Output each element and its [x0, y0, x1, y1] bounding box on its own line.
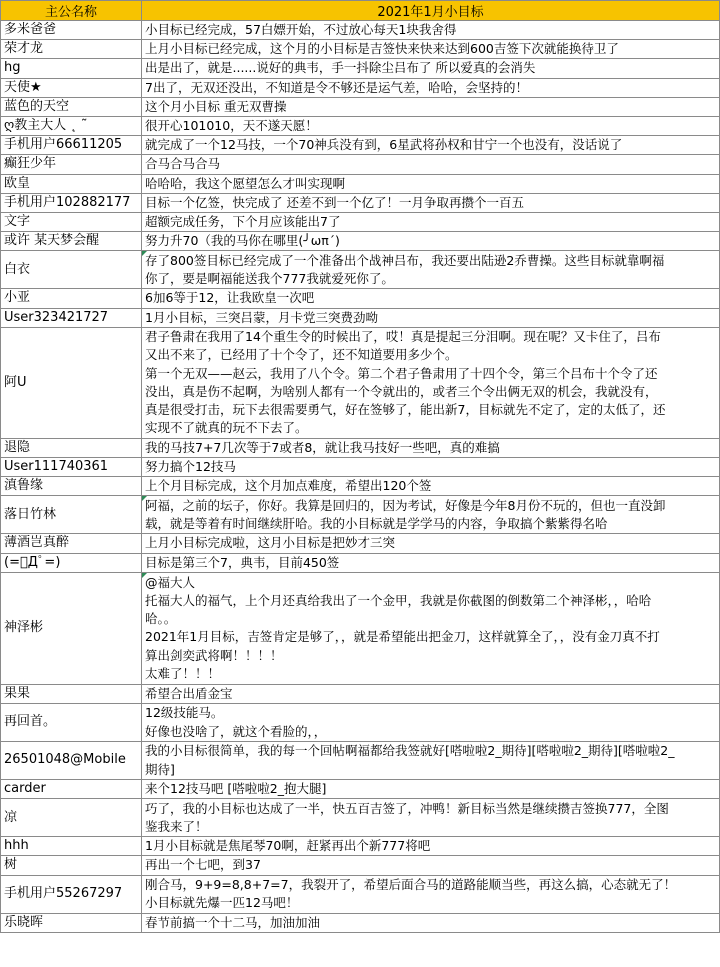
username-cell: (=ﾟДﾟ=)	[1, 553, 142, 572]
goal-text-line: 希望合出盾金宝	[145, 685, 233, 701]
goal-text-line: 很开心101010，天不遂天愿！	[145, 118, 318, 134]
goal-text-line: 哈哈哈，我这个愿望怎么才叫实现啊	[145, 175, 346, 191]
goal-cell	[142, 308, 720, 327]
goal-cell	[142, 97, 720, 116]
goal-text-line: 存了800签目标已经完成了一个准备出个战神吕布，我还要出陆逊2乔曹操。这些目标就靠啊福	[145, 252, 665, 268]
goal-cell	[142, 572, 720, 684]
goal-cell	[142, 59, 720, 78]
table-row	[1, 684, 720, 703]
goal-text-line: 上月小目标已经完成，这个月的小目标是吉签快来快来达到600吉签下次就能换待卫了	[145, 41, 619, 57]
table-row	[1, 289, 720, 308]
goal-cell	[142, 40, 720, 59]
table-row	[1, 856, 720, 875]
goal-text-line: 没出，真是伤不起啊，为啥别人都有一个令就出的，或者三个令出俩无双的机会，我就没有，	[145, 383, 658, 399]
table-row	[1, 59, 720, 78]
goal-text-line: 目标是第三个7，典韦，目前450签	[145, 554, 340, 570]
username-cell: 手机用户55267297	[1, 875, 142, 913]
goal-text-line: 7出了，无双还没出，不知道是令不够还是运气差，哈哈，会坚持的！	[145, 79, 528, 95]
goal-text-line: 我的小目标很简单，我的每一个回帖啊福都给我签就好[嗒啦啦2_期待][嗒啦啦2_期待][嗒啦啦2_	[145, 743, 675, 759]
goal-text-line: 超额完成任务，下个月应该能出7了	[145, 214, 341, 230]
goal-text-line: @福大人	[145, 574, 196, 590]
goal-text-line: 上月小目标完成啦，这月小目标是把妙才三突	[145, 535, 396, 551]
goal-cell	[142, 553, 720, 572]
table-row	[1, 97, 720, 116]
goal-cell	[142, 496, 720, 534]
goal-cell	[142, 438, 720, 457]
table-row	[1, 193, 720, 212]
table-row	[1, 780, 720, 799]
goal-text-line: 实现不了就真的玩不下去了。	[145, 420, 308, 436]
goal-cell	[142, 913, 720, 932]
goal-text-line: 合马合马合马	[145, 156, 221, 172]
goal-text-line: 载，就是等着有时间继续肝哈。我的小目标就是学学马的内容，争取搞个紫紫得名哈	[145, 515, 608, 531]
goal-text-line: 又出不来了，已经用了十个令了，还不知道要用多少个。	[145, 347, 458, 363]
goal-cell	[142, 117, 720, 136]
username-cell: User111740361	[1, 458, 142, 477]
username-cell: ღ教主大人 ˛ ˜	[1, 117, 142, 136]
goal-text-line: 算出剑奕武将啊！！！！	[145, 647, 283, 663]
goal-text-line: 真是很受打击，玩下去很需要勇气，好在签够了，能出新7，目标就先不定了，定的太低了，还	[145, 402, 666, 418]
table-row	[1, 742, 720, 780]
goal-cell	[142, 174, 720, 193]
goal-cell	[142, 232, 720, 251]
goal-text-line: 小目标就先爆一匹12马吧！	[145, 895, 299, 911]
username-cell: 滇鲁缘	[1, 477, 142, 496]
goal-cell	[142, 327, 720, 438]
username-cell: hg	[1, 59, 142, 78]
table-row	[1, 438, 720, 457]
goal-text-line: 6加6等于12，让我欧皇一次吧	[145, 290, 315, 306]
username-cell: 退隐	[1, 438, 142, 457]
goal-cell	[142, 780, 720, 799]
username-cell: 多米爸爸	[1, 21, 142, 40]
goal-text-line: 刚合马，9+9=8,8+7=7，我裂开了，希望后面合马的道路能顺当些，再这么搞，心态就无了！	[145, 876, 677, 892]
username-cell: 薄酒岂真醉	[1, 534, 142, 553]
table-row	[1, 704, 720, 742]
goal-cell	[142, 193, 720, 212]
table-row	[1, 553, 720, 572]
username-cell: carder	[1, 780, 142, 799]
goal-text-line: 1月小目标就是焦尾琴70啊，赶紧再出个新777将吧	[145, 838, 431, 854]
goal-text-line: 就完成了一个12马技，一个70神兵没有到，6星武将孙权和甘宁一个也没有，没话说了	[145, 137, 623, 153]
table-row	[1, 78, 720, 97]
goal-text-line: 托福大人的福气，上个月还真给我出了一个金甲，我就是你截图的倒数第二个神泽彬，，哈哈	[145, 592, 652, 608]
goal-text-line: 努力升70（我的马你在哪里(╯ωπ´)	[145, 233, 340, 249]
goal-text-line: 我的马技7+7几次等于7或者8，就让我马技好一些吧，真的难搞	[145, 439, 500, 455]
goal-text-line: 鉴我来了！	[145, 818, 208, 834]
goal-cell	[142, 742, 720, 780]
table-row	[1, 327, 720, 438]
username-cell: 树	[1, 856, 142, 875]
username-cell: 乐晓晖	[1, 913, 142, 932]
goal-cell	[142, 458, 720, 477]
goal-text-line: 来个12技马吧 [嗒啦啦2_抱大腿]	[145, 781, 327, 797]
goal-text-line: 再出一个七吧，到37	[145, 857, 261, 873]
goal-cell	[142, 875, 720, 913]
goal-text-line: 努力搞个12技马	[145, 459, 236, 475]
goal-cell	[142, 856, 720, 875]
table-row	[1, 799, 720, 837]
table-row	[1, 117, 720, 136]
goal-cell	[142, 837, 720, 856]
goal-text-line: 这个月小目标 重无双曹操	[145, 98, 287, 114]
goal-cell	[142, 21, 720, 40]
goal-cell	[142, 799, 720, 837]
username-cell: 荣才龙	[1, 40, 142, 59]
table-row	[1, 308, 720, 327]
goal-text-line: 上个月目标完成，这个月加点难度，希望出120个签	[145, 478, 432, 494]
goal-cell	[142, 534, 720, 553]
table-row	[1, 534, 720, 553]
table-row	[1, 40, 720, 59]
table-row	[1, 136, 720, 155]
table-row	[1, 174, 720, 193]
table-row	[1, 458, 720, 477]
table-row	[1, 837, 720, 856]
header-goal: 2021年1月小目标	[142, 1, 720, 21]
table-row	[1, 477, 720, 496]
goal-text-line: 目标一个亿签，快完成了 还差不到一个亿了！一月争取再攒个一百五	[145, 194, 524, 210]
goal-cell	[142, 684, 720, 703]
username-cell: 文字	[1, 213, 142, 232]
table-row	[1, 21, 720, 40]
username-cell: 再回首。	[1, 704, 142, 742]
goal-text-line: 君子鲁肃在我用了14个重生令的时候出了，哎！真是提起三分泪啊。现在呢？又卡住了，吕布	[145, 329, 661, 345]
table-row	[1, 875, 720, 913]
username-cell: 果果	[1, 684, 142, 703]
table-row	[1, 251, 720, 289]
goal-text-line: 12级技能马。	[145, 705, 224, 721]
goal-text-line: 阿福，之前的坛子，你好。我算是回归的，因为考试，好像是今年8月份不玩的，但也一直没卸	[145, 497, 666, 513]
username-cell: 神泽彬	[1, 572, 142, 684]
goal-cell	[142, 289, 720, 308]
goal-cell	[142, 78, 720, 97]
username-cell: 天使★	[1, 78, 142, 97]
goal-text-line: 好像也没啥了，就这个看脸的，，	[145, 723, 327, 739]
goal-text-line: 巧了，我的小目标也达成了一半，快五百吉签了，冲鸭！新目标当然是继续攒吉签换777，全图	[145, 800, 669, 816]
goal-text-line: 期待]	[145, 761, 175, 777]
username-cell: 小亚	[1, 289, 142, 308]
goal-cell	[142, 477, 720, 496]
goal-text-line: 出是出了，就是......说好的典韦，手一抖除尘吕布了 所以爱真的会消失	[145, 60, 536, 76]
goal-cell	[142, 251, 720, 289]
table-row	[1, 213, 720, 232]
username-cell: 癫狂少年	[1, 155, 142, 174]
username-cell: hhh	[1, 837, 142, 856]
username-cell: 欧皇	[1, 174, 142, 193]
goal-text-line: 春节前搞一个十二马，加油加油	[145, 914, 321, 930]
table-row	[1, 155, 720, 174]
goal-text-line: 1月小目标，三突吕蒙，月卡党三突费劲呦	[145, 309, 378, 325]
goal-cell	[142, 136, 720, 155]
username-cell: 落日竹林	[1, 496, 142, 534]
username-cell: 或许 某天梦会醒	[1, 232, 142, 251]
goal-text-line: 哈。。	[145, 611, 177, 627]
username-cell: 手机用户102882177	[1, 193, 142, 212]
username-cell: 凉	[1, 799, 142, 837]
goal-cell	[142, 155, 720, 174]
table-row	[1, 232, 720, 251]
username-cell: 26501048@Mobile	[1, 742, 142, 780]
goal-text-line: 你了，要是啊福能送我个777我就爱死你了。	[145, 270, 394, 286]
username-cell: User323421727	[1, 308, 142, 327]
goal-text-line: 第一个无双——赵云，我用了八个令。第二个君子鲁肃用了十四个令，第三个吕布十个令了还	[145, 365, 658, 381]
goal-cell	[142, 213, 720, 232]
header-row	[1, 1, 720, 21]
table-row	[1, 496, 720, 534]
goal-text-line: 太难了！！！	[145, 665, 221, 681]
username-cell: 手机用户66611205	[1, 136, 142, 155]
table-row	[1, 572, 720, 684]
goal-text-line: 2021年1月目标，吉签肯定是够了，，就是希望能出把金刀，这样就算全了，，没有金刀真不打	[145, 629, 660, 645]
username-cell: 白衣	[1, 251, 142, 289]
goal-cell	[142, 704, 720, 742]
username-cell: 阿U	[1, 327, 142, 438]
goal-text-line: 小目标已经完成，57白嫖开始，不过放心每天1块我舍得	[145, 22, 457, 37]
header-name: 主公名称	[1, 1, 142, 21]
username-cell: 蓝色的天空	[1, 97, 142, 116]
table-row	[1, 913, 720, 932]
